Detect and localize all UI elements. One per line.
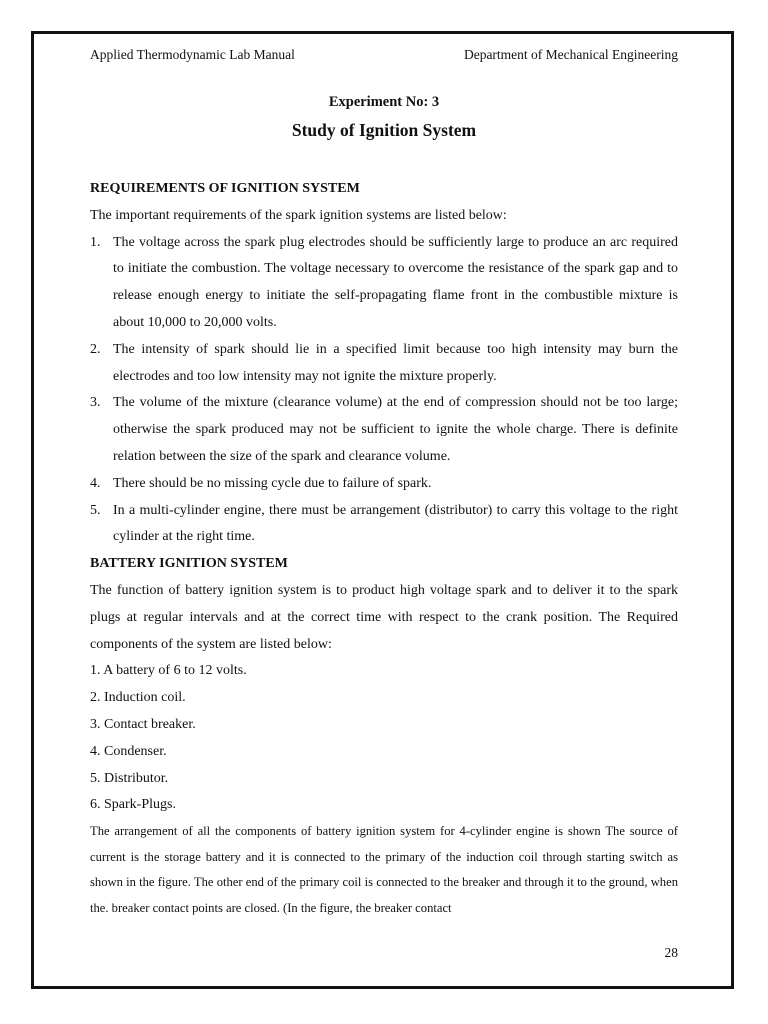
requirement-number: 1. (90, 234, 101, 250)
requirement-item (90, 498, 678, 552)
component-item: 4. Condenser. (90, 743, 167, 759)
arrangement-paragraph: The arrangement of all the components of battery ignition system for 4-cylinder engine is shown The source of current is the storage battery and it is connected to the primary of the induction coil through starting switch as shown in the figure. The other end of the primary coil is connected to the breaker and through it to the ground, when the. breaker contact points are closed. (In the figure, the breaker contact (90, 824, 678, 915)
component-item: 1. A battery of 6 to 12 volts. (90, 663, 247, 679)
requirement-text: In a multi-cylinder engine, there must be arrangement (distributor) to carry this voltage to the right cylinder at the right time. (113, 502, 678, 545)
requirement-number: 4. (90, 475, 101, 491)
requirement-number: 5. (90, 502, 101, 518)
requirement-text: The voltage across the spark plug electrodes should be sufficiently large to produce an arc required to initiate the combustion. The voltage necessary to overcome the resistance of the spark gap and to release enough energy to initiate the self-propagating flame front in the combustible mixture is about 10,000 to 20,000 volts. (113, 234, 678, 330)
requirement-item (90, 230, 678, 337)
requirement-number: 2. (90, 341, 101, 357)
requirement-text: The intensity of spark should lie in a specified limit because too high intensity may burn the electrodes and too low intensity may not ignite the mixture properly. (113, 341, 678, 384)
experiment-title: Study of Ignition System (291, 120, 477, 140)
header-department: Department of Mechanical Engineering (463, 47, 678, 62)
battery-intro: The function of battery ignition system is to product high voltage spark and to deliver it to the spark plugs at regular intervals and at the correct time with respect to the crank position. The Required components of the system are listed below: (90, 582, 678, 652)
requirement-item (90, 337, 678, 391)
running-header (90, 46, 678, 64)
requirement-item (90, 390, 678, 470)
main-content (90, 176, 678, 921)
battery-heading: BATTERY IGNITION SYSTEM (90, 556, 288, 572)
requirement-text: There should be no missing cycle due to failure of spark. (113, 475, 432, 491)
requirements-heading: REQUIREMENTS OF IGNITION SYSTEM (90, 181, 360, 196)
requirement-text: The volume of the mixture (clearance volume) at the end of compression should not be too large; otherwise the spark produced may not be sufficient to ignite the whole charge. There is definite relation between the size of the spark and clearance volume. (113, 395, 678, 464)
requirements-list (90, 230, 678, 552)
component-item: 3. Contact breaker. (90, 716, 196, 732)
components-list (90, 658, 678, 819)
component-item: 6. Spark-Plugs. (90, 797, 176, 813)
component-item: 2. Induction coil. (90, 690, 186, 706)
requirement-number: 3. (90, 395, 101, 411)
title-block (90, 92, 678, 142)
requirement-item (90, 471, 678, 498)
requirements-intro: The important requirements of the spark ignition systems are listed below: (90, 207, 507, 223)
header-manual-title: Applied Thermodynamic Lab Manual (90, 47, 295, 62)
page-number: 28 (664, 945, 678, 960)
component-item: 5. Distributor. (90, 770, 169, 786)
experiment-number: Experiment No: 3 (328, 94, 440, 110)
